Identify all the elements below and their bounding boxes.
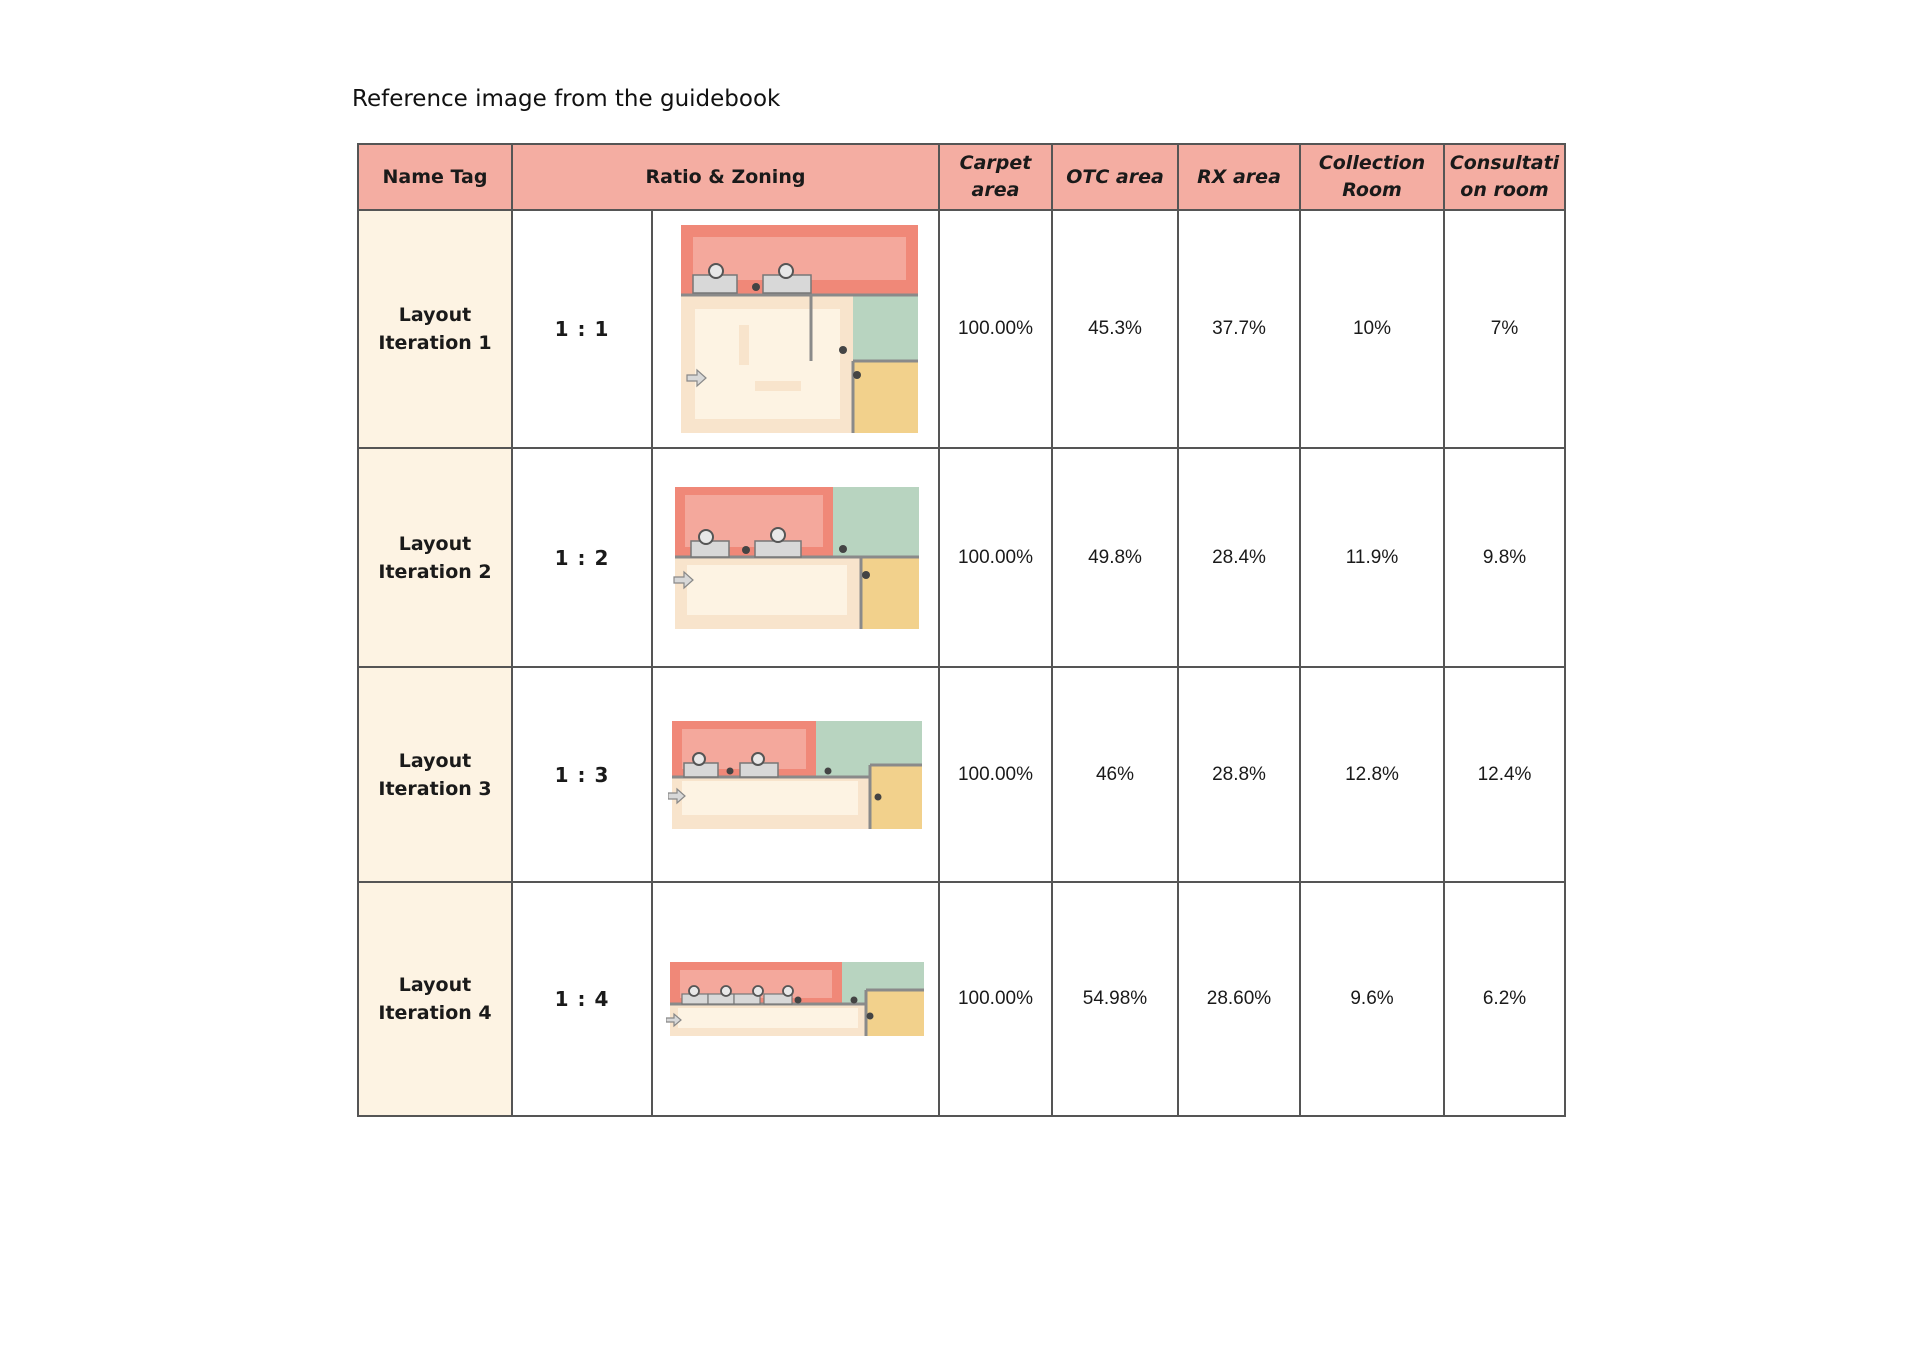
otc-area-cell: 45.3%	[1052, 210, 1178, 448]
collection-room-cell: 11.9%	[1300, 448, 1444, 667]
consultation-room-cell: 6.2%	[1444, 882, 1565, 1116]
header-ratio-zoning: Ratio & Zoning	[512, 144, 939, 210]
consultation-room-cell: 7%	[1444, 210, 1565, 448]
collection-room-cell: 9.6%	[1300, 882, 1444, 1116]
header-otc-area: OTC area	[1052, 144, 1178, 210]
ratio-cell: 1 : 3	[512, 667, 652, 882]
page-caption: Reference image from the guidebook	[352, 86, 781, 112]
ratio-cell: 1 : 1	[512, 210, 652, 448]
consultation-room-cell: 12.4%	[1444, 667, 1565, 882]
header-collection-room-line2: Room	[1342, 179, 1402, 201]
name-tag-line1: Layout	[398, 304, 472, 326]
otc-area-cell: 54.98%	[1052, 882, 1178, 1116]
name-tag-line1: Layout	[398, 749, 472, 772]
name-tag-cell	[358, 210, 512, 448]
ratio-cell: 1 : 2	[512, 448, 652, 667]
name-tag-cell	[358, 667, 512, 882]
collection-room-cell: 10%	[1300, 210, 1444, 448]
table-row	[358, 667, 1565, 882]
zoning-plan-image	[671, 223, 921, 435]
rx-area-cell: 28.8%	[1178, 667, 1300, 882]
carpet-area-cell: 100.00%	[939, 667, 1052, 882]
header-row	[358, 144, 1565, 210]
zoning-plan-cell	[652, 448, 939, 667]
collection-room-cell: 12.8%	[1300, 667, 1444, 882]
header-collection-room	[1300, 144, 1444, 210]
name-tag-cell	[358, 448, 512, 667]
name-tag-line2: Iteration 2	[378, 560, 492, 583]
name-tag-line2: Iteration 1	[378, 332, 492, 354]
header-carpet-area	[939, 144, 1052, 210]
header-consultation-room	[1444, 144, 1565, 210]
header-rx-area: RX area	[1178, 144, 1300, 210]
carpet-area-cell: 100.00%	[939, 210, 1052, 448]
ratio-cell: 1 : 4	[512, 882, 652, 1116]
table-row	[358, 448, 1565, 667]
otc-area-cell: 49.8%	[1052, 448, 1178, 667]
table-row	[358, 210, 1565, 448]
name-tag-line1: Layout	[398, 532, 472, 555]
rx-area-cell: 37.7%	[1178, 210, 1300, 448]
header-consultation-room-line1: Consultati	[1449, 152, 1560, 174]
name-tag-cell	[358, 882, 512, 1116]
consultation-room-cell: 9.8%	[1444, 448, 1565, 667]
zoning-plan-cell	[652, 210, 939, 448]
otc-area-cell: 46%	[1052, 667, 1178, 882]
header-collection-room-line1: Collection	[1318, 152, 1426, 174]
zoning-plan-image	[666, 960, 926, 1038]
name-tag-line2: Iteration 3	[378, 777, 492, 800]
zoning-plan-image	[668, 719, 924, 831]
header-carpet-area-line1: Carpet	[959, 152, 1032, 174]
name-tag-line2: Iteration 4	[378, 1002, 492, 1024]
table-row	[358, 882, 1565, 1116]
header-carpet-area-line2: area	[971, 179, 1020, 201]
name-tag-line1: Layout	[398, 974, 472, 996]
zoning-plan-image	[671, 485, 921, 631]
rx-area-cell: 28.4%	[1178, 448, 1300, 667]
zoning-plan-cell	[652, 667, 939, 882]
zoning-table	[357, 143, 1566, 1117]
zoning-plan-cell	[652, 882, 939, 1116]
header-name-tag: Name Tag	[358, 144, 512, 210]
carpet-area-cell: 100.00%	[939, 882, 1052, 1116]
carpet-area-cell: 100.00%	[939, 448, 1052, 667]
header-consultation-room-line2: on room	[1460, 179, 1549, 201]
rx-area-cell: 28.60%	[1178, 882, 1300, 1116]
